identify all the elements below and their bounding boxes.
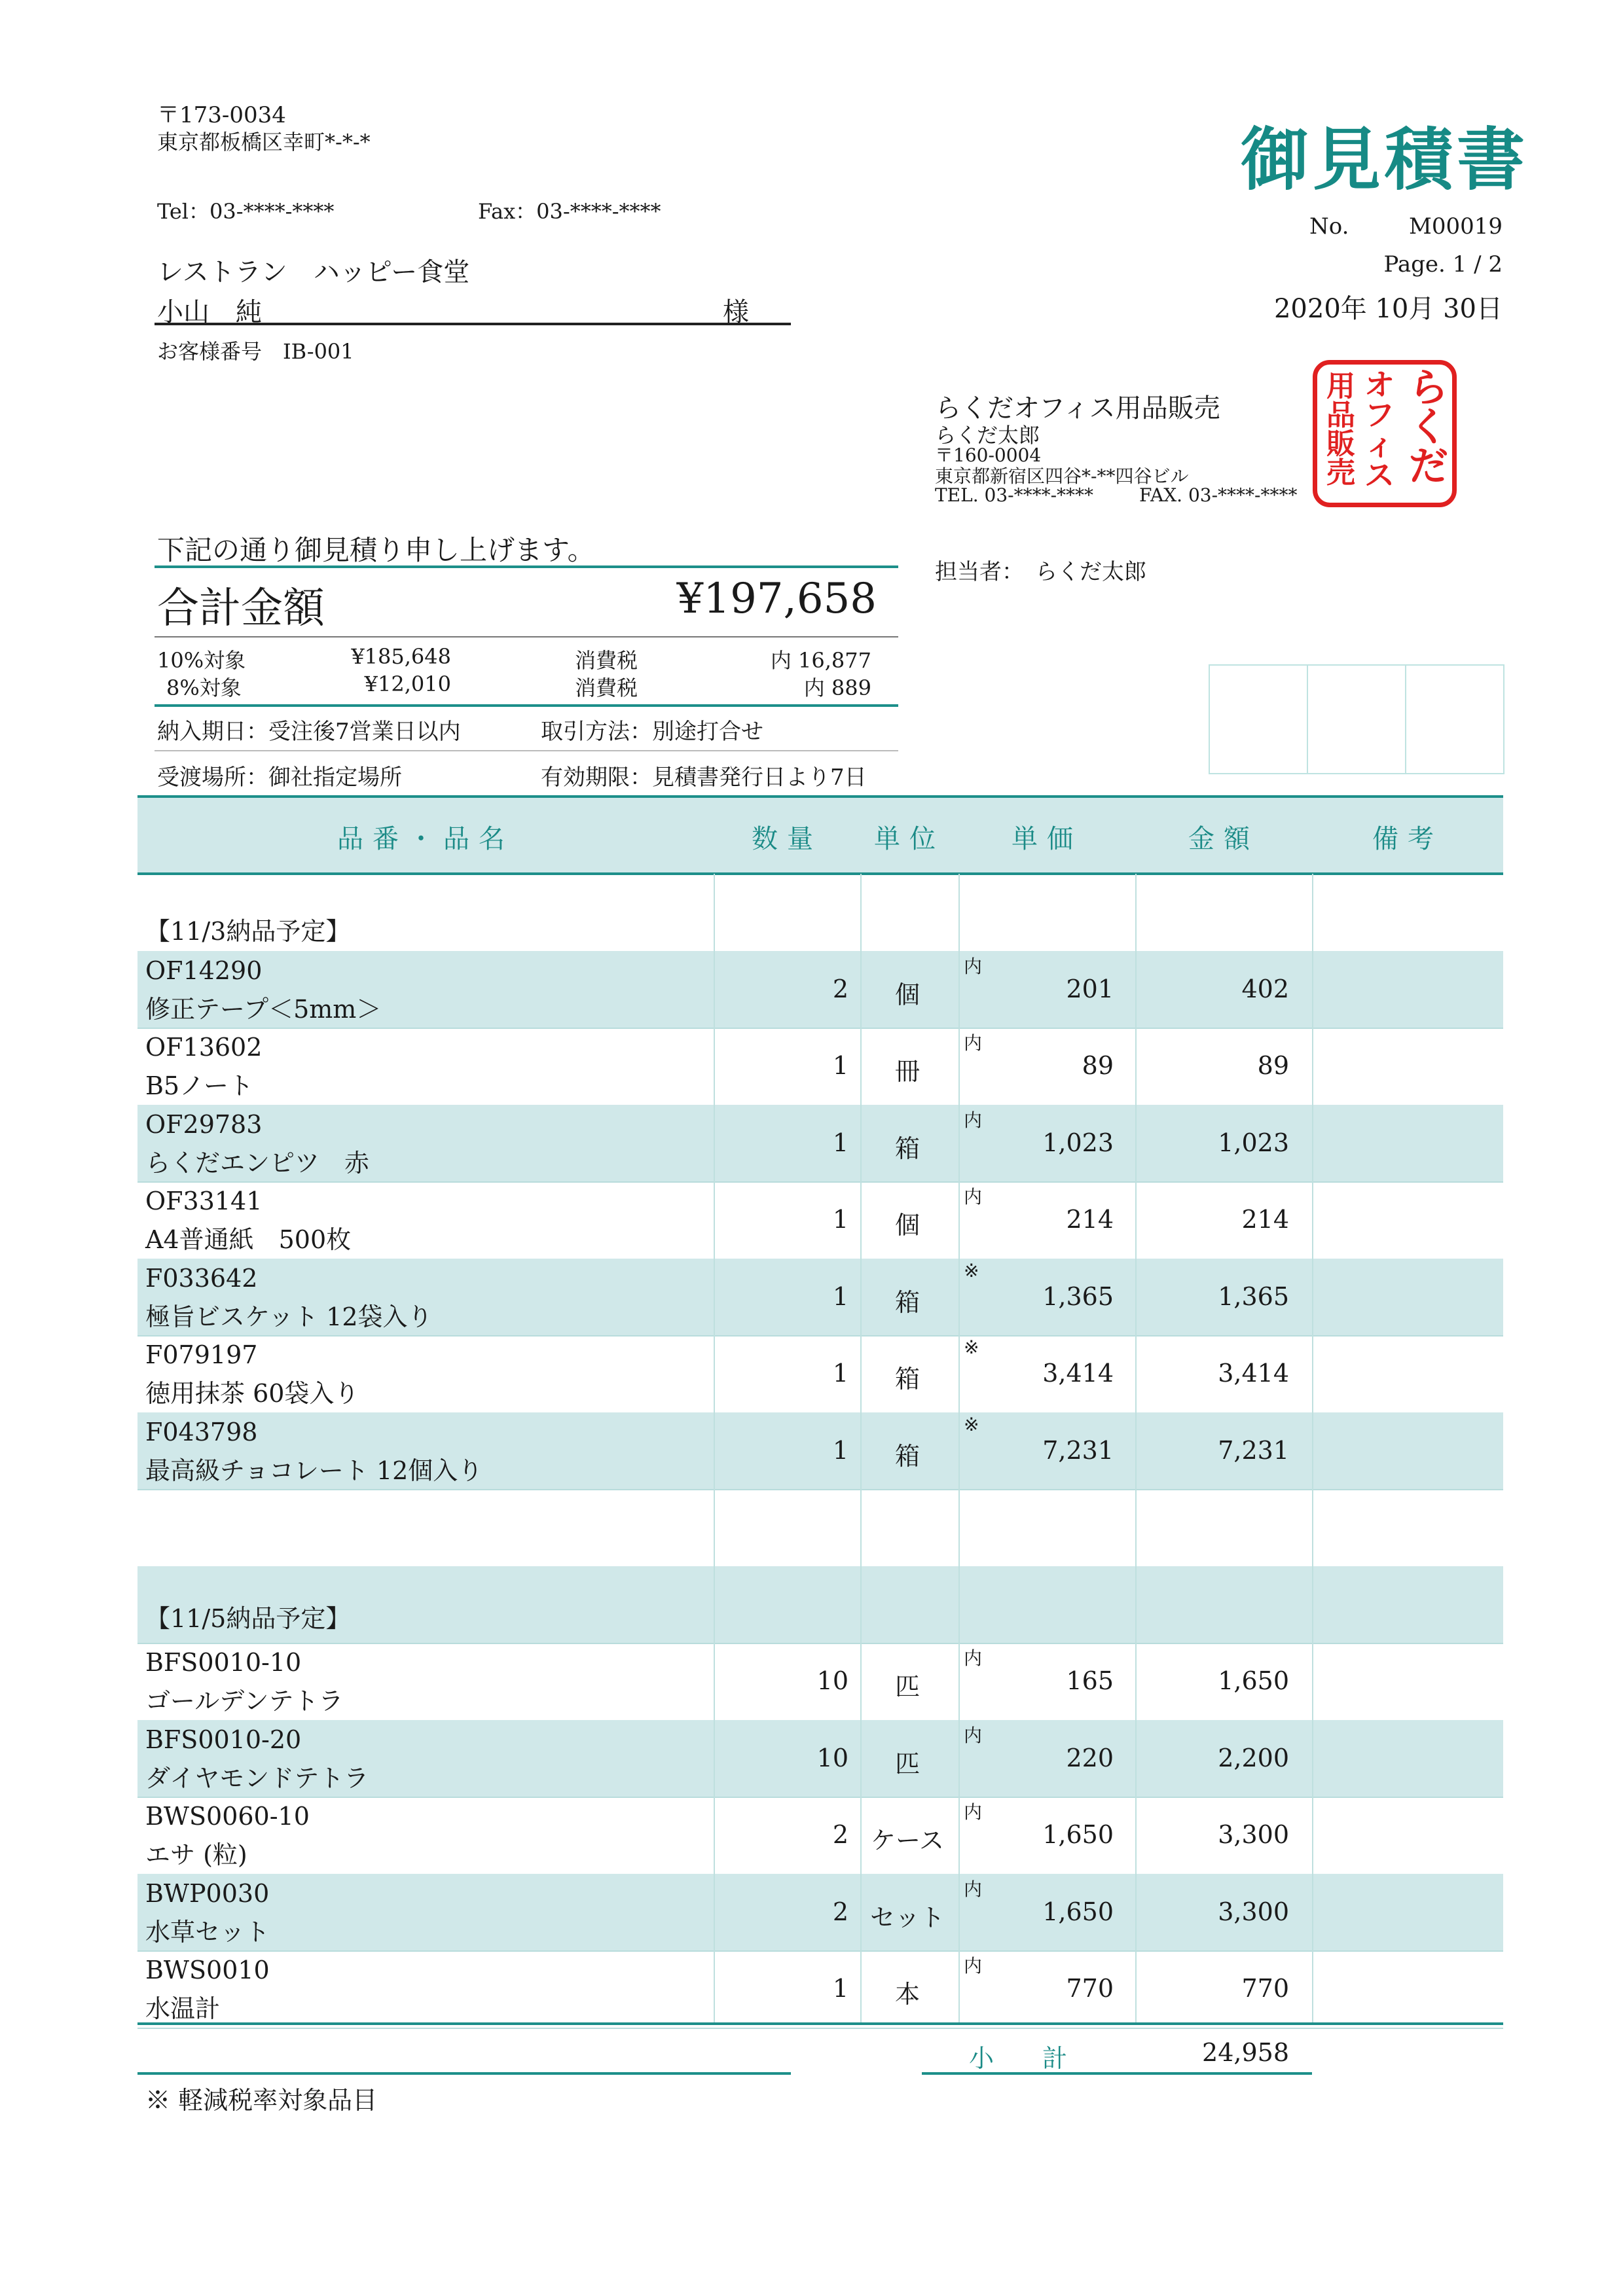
item-price: 220	[1066, 1743, 1114, 1772]
doc-date: 2020年 10月 30日	[1273, 294, 1503, 324]
header-remarks: 備考	[1372, 824, 1443, 854]
seller-address: 東京都新宿区四谷*-**四谷ビル	[935, 465, 1189, 487]
table-top-border	[137, 795, 1503, 798]
item-qty: 10	[816, 1743, 848, 1772]
table-header-border	[137, 872, 1503, 875]
tax8-amount: ¥12,010	[364, 672, 451, 696]
item-amount: 214	[1241, 1205, 1289, 1234]
doc-no-label: No.	[1309, 213, 1349, 240]
item-tax-mark: 内	[964, 1955, 983, 1977]
intro-text: 下記の通り御見積り申し上げます。	[157, 534, 595, 566]
seller-person: らくだ太郎	[935, 423, 1040, 448]
tax10-tax-label: 消費税	[575, 648, 638, 673]
item-code: OF33141	[145, 1187, 263, 1215]
item-amount: 3,414	[1218, 1359, 1289, 1388]
approval-box-2	[1307, 664, 1406, 774]
left-bottom-line	[137, 2072, 791, 2075]
row-separator	[137, 1489, 1503, 1490]
item-code: BFS0010-20	[145, 1725, 302, 1754]
item-name: 水草セット	[145, 1917, 270, 1946]
header-unit: 単位	[874, 824, 945, 854]
item-code: BWS0060-10	[145, 1802, 310, 1831]
item-code: BFS0010-10	[145, 1648, 302, 1677]
item-code: F079197	[145, 1340, 258, 1369]
subtotal-value: 24,958	[1202, 2038, 1289, 2067]
item-code: OF13602	[145, 1033, 263, 1062]
seller-tel: TEL. 03-****-****	[935, 484, 1094, 506]
item-price: 1,365	[1042, 1282, 1114, 1311]
item-amount: 1,365	[1218, 1282, 1289, 1311]
item-name: 徳用抹茶 60袋入り	[145, 1379, 359, 1408]
item-tax-mark: 内	[964, 955, 983, 977]
row-separator	[137, 2028, 1503, 2029]
item-code: OF14290	[145, 956, 263, 985]
delivery-term: 納入期日：受注後7営業日以内	[157, 719, 461, 745]
item-name: 修正テープ＜5mm＞	[145, 994, 382, 1024]
section-label-1: 【11/3納品予定】	[145, 917, 351, 946]
tax8-tax-label: 消費税	[575, 675, 638, 700]
header-amount: 金額	[1188, 824, 1259, 854]
row-separator	[137, 1181, 1503, 1183]
item-name: 水温計	[145, 1994, 221, 2023]
item-name: ゴールデンテトラ	[145, 1687, 344, 1715]
item-amount: 1,023	[1218, 1128, 1289, 1157]
item-amount: 1,650	[1218, 1666, 1289, 1695]
item-name: 最高級チョコレート 12個入り	[145, 1456, 483, 1485]
approval-box-1	[1209, 664, 1308, 774]
seller-company: らくだオフィス用品販売	[935, 393, 1220, 423]
item-code: BWS0010	[145, 1956, 270, 1984]
item-qty: 1	[832, 1128, 848, 1157]
customer-postal: 〒173-0034	[157, 102, 286, 128]
tax-underline	[155, 704, 898, 707]
item-price: 7,231	[1042, 1435, 1114, 1465]
customer-fax: Fax：03-****-****	[478, 199, 661, 224]
item-price: 1,023	[1042, 1128, 1114, 1157]
item-unit: 匹	[894, 1672, 920, 1701]
item-name: B5ノート	[145, 1071, 253, 1100]
item-code: F033642	[145, 1263, 258, 1293]
item-tax-mark: 内	[964, 1032, 983, 1054]
customer-person: 小山 純	[157, 297, 262, 327]
item-code: OF29783	[145, 1109, 263, 1139]
item-unit: 本	[894, 1980, 920, 2009]
company-seal-stamp	[1313, 360, 1457, 507]
item-unit: 冊	[894, 1057, 920, 1086]
item-name: らくだエンピツ 赤	[145, 1148, 370, 1177]
subtotal-label: 小 計	[969, 2044, 1080, 2073]
validity-term: 有効期限：見積書発行日より7日	[541, 764, 867, 791]
item-qty: 10	[816, 1666, 848, 1695]
header-qty: 数量	[752, 824, 822, 854]
item-amount: 3,300	[1218, 1820, 1289, 1849]
item-price: 770	[1066, 1974, 1114, 2003]
item-qty: 1	[832, 1974, 848, 2003]
item-name: ダイヤモンドテトラ	[145, 1763, 369, 1793]
item-qty: 1	[832, 1359, 848, 1388]
item-tax-mark: 内	[964, 1647, 983, 1669]
customer-honorific: 様	[723, 297, 749, 327]
column-divider	[1312, 874, 1313, 2022]
item-price: 1,650	[1042, 1897, 1114, 1926]
item-tax-mark: 内	[964, 1724, 983, 1746]
item-qty: 1	[832, 1282, 848, 1311]
customer-name-underline	[155, 323, 791, 325]
item-amount: 2,200	[1218, 1743, 1289, 1772]
item-qty: 2	[832, 974, 848, 1003]
tax10-label: 10%対象	[157, 648, 246, 673]
stamp-column-1: 用 品 販 売	[1326, 370, 1355, 490]
row-separator	[137, 1028, 1503, 1029]
header-price: 単価	[1012, 824, 1082, 854]
item-tax-mark: 内	[964, 1878, 983, 1900]
item-amount: 770	[1241, 1974, 1289, 2003]
item-qty: 1	[832, 1205, 848, 1234]
payment-method: 取引方法：別途打合せ	[541, 719, 763, 745]
column-divider	[1135, 874, 1137, 2022]
seller-postal: 〒160-0004	[935, 444, 1042, 466]
item-qty: 1	[832, 1435, 848, 1465]
approval-box-3	[1405, 664, 1504, 774]
item-unit: 箱	[894, 1365, 920, 1393]
column-divider	[958, 874, 960, 2022]
row-separator	[137, 1950, 1503, 1952]
item-price: 1,650	[1042, 1820, 1114, 1849]
item-qty: 1	[832, 1051, 848, 1080]
item-price: 201	[1066, 974, 1114, 1003]
tax10-amount: ¥185,648	[351, 644, 451, 669]
item-unit: 箱	[894, 1287, 920, 1317]
item-tax-mark: 内	[964, 1109, 983, 1131]
total-label: 合計金額	[157, 584, 325, 633]
tax8-tax: 内 889	[803, 675, 871, 700]
subtotal-underline	[922, 2072, 1312, 2075]
item-name: A4普通紙 500枚	[145, 1225, 352, 1254]
item-unit: 個	[894, 980, 920, 1009]
tax10-tax: 内 16,877	[770, 648, 871, 673]
section-label-2: 【11/5納品予定】	[145, 1604, 351, 1633]
row-shade	[137, 1874, 1503, 1951]
customer-company: レストラン ハッピー食堂	[157, 257, 470, 287]
item-unit: 個	[894, 1211, 920, 1240]
item-amount: 7,231	[1218, 1435, 1289, 1465]
stamp-column-2: オ フ ィ ス	[1364, 367, 1395, 493]
intro-underline	[155, 565, 898, 568]
seller-fax: FAX. 03-****-****	[1139, 484, 1298, 506]
staff-label: 担当者： らくだ太郎	[935, 559, 1146, 585]
terms-divider	[155, 750, 898, 751]
doc-no-value: M00019	[1409, 213, 1503, 240]
footnote: ※ 軽減税率対象品目	[145, 2086, 378, 2115]
item-tax-mark: ※	[964, 1413, 979, 1435]
column-divider	[714, 874, 715, 2022]
stamp-column-3: ら く だ	[1409, 365, 1448, 490]
item-amount: 402	[1241, 974, 1289, 1003]
tax8-label: 8%対象	[166, 675, 242, 700]
item-tax-mark: ※	[964, 1336, 979, 1358]
row-separator	[137, 1335, 1503, 1336]
row-separator	[137, 1797, 1503, 1798]
item-unit: 箱	[894, 1441, 920, 1471]
item-unit: ケース	[870, 1826, 945, 1855]
item-price: 3,414	[1042, 1359, 1114, 1388]
doc-page: Page. 1 / 2	[1383, 251, 1503, 278]
item-code: F043798	[145, 1417, 258, 1446]
item-name: 極旨ビスケット 12袋入り	[145, 1302, 433, 1331]
item-tax-mark: 内	[964, 1801, 983, 1823]
item-qty: 2	[832, 1820, 848, 1849]
item-price: 89	[1082, 1051, 1114, 1080]
row-separator	[137, 1643, 1503, 1644]
customer-address: 東京都板橋区幸町*-*-*	[157, 130, 371, 154]
item-tax-mark: 内	[964, 1186, 983, 1208]
total-value: ¥197,658	[676, 575, 877, 623]
item-qty: 2	[832, 1897, 848, 1926]
customer-tel: Tel：03-****-****	[157, 199, 335, 224]
document-title: 御見積書	[1241, 120, 1529, 200]
header-item: 品番・品名	[337, 824, 514, 854]
item-price: 165	[1066, 1666, 1114, 1695]
table-bottom-border	[137, 2022, 1503, 2025]
item-amount: 3,300	[1218, 1897, 1289, 1926]
item-unit: 匹	[894, 1749, 920, 1778]
item-tax-mark: ※	[964, 1259, 979, 1282]
customer-number: お客様番号 IB-001	[157, 339, 354, 364]
total-underline	[155, 636, 898, 637]
item-price: 214	[1066, 1205, 1114, 1234]
item-code: BWP0030	[145, 1878, 270, 1908]
delivery-place: 受渡場所：御社指定場所	[157, 764, 402, 791]
item-name: エサ (粒)	[145, 1840, 247, 1869]
item-amount: 89	[1257, 1051, 1289, 1080]
item-unit: 箱	[894, 1134, 920, 1163]
item-unit: セット	[869, 1903, 945, 1932]
